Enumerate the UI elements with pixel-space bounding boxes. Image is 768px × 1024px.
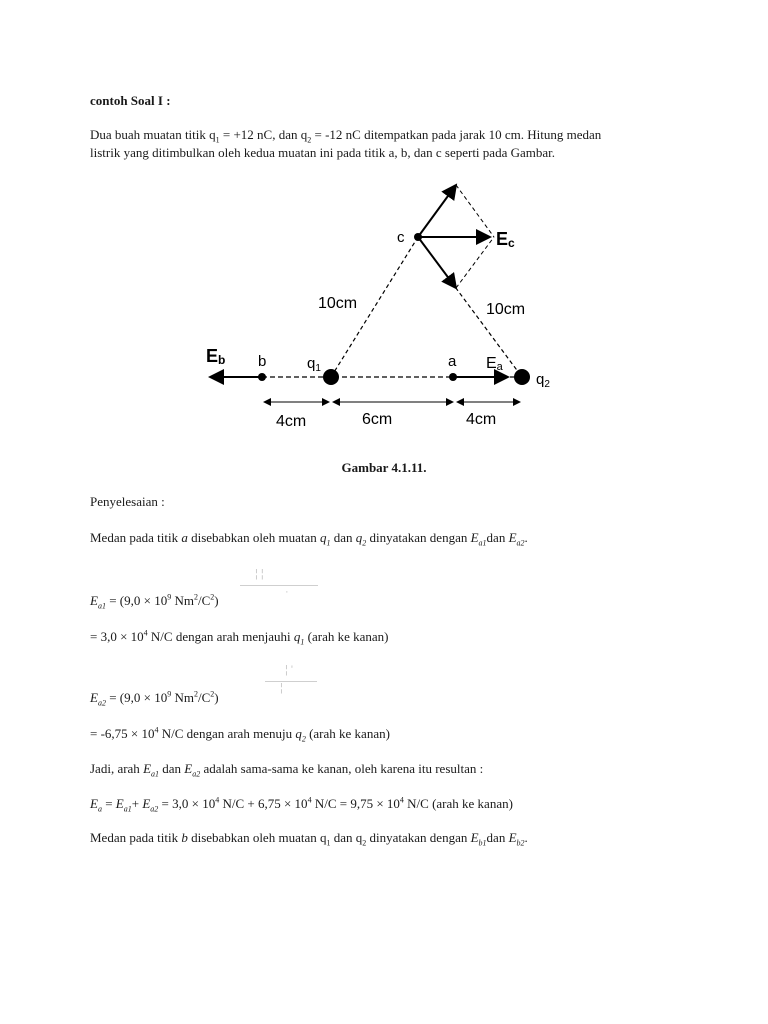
para-bottom — [456, 237, 494, 288]
statement-point-b: Medan pada titik b disebabkan oleh muatan $q_1$ dan $q_2$ dinyatakan dengan $E_{b1}dan$ $E_{b2}$. — [90, 830, 528, 848]
fraction-remnant-2: ¦ ' — [285, 664, 294, 676]
label-a: a — [448, 353, 457, 370]
point-c — [414, 233, 422, 241]
result-Ea1: = $3,0 \times 10^4$ N/C dengan arah menjauhi $q_1$ (arah ke kanan) — [90, 628, 389, 647]
charge-q2 — [514, 369, 530, 385]
result-Ea2: = $-6,75 \times 10^4$ N/C dengan arah menuju $q_2$ (arah ke kanan) — [90, 725, 390, 744]
label-Ea: Ea — [486, 355, 503, 373]
label-c: c — [397, 229, 405, 246]
dim-label-4cm-right: 4cm — [466, 411, 497, 428]
arrow-c-up — [418, 185, 456, 237]
fraction-remnant-1: ¦ ¦ — [255, 568, 264, 580]
label-Eb: Eb — [206, 346, 226, 367]
problem-line-1: Dua buah muatan titik $q_1 = +12$ nC, dan $q_2 = -12$ nC ditempatkan pada jarak 10 cm. Hitung medan — [90, 127, 602, 145]
equation-Ea2: $E_{a2} = (9,0 \times 10^9$ $Nm^2/C^2$) — [90, 689, 219, 708]
dim-label-4cm-left: 4cm — [276, 413, 307, 430]
solution-title: Penyelesaian : — [90, 494, 165, 509]
point-a — [449, 373, 457, 381]
heading: contoh Soal I : — [90, 93, 171, 108]
label-Ec: Ec — [496, 229, 515, 250]
problem-line-2: listrik yang ditimbulkan oleh kedua muatan ini pada titik a, b, dan c seperti pada Gambar. — [90, 145, 555, 160]
para-top — [456, 185, 494, 237]
label-q1: $q_1$ — [307, 355, 321, 374]
point-b — [258, 373, 266, 381]
label-10cm-left: 10cm — [318, 295, 358, 312]
statement-jadi: Jadi, arah $E_{a1}$ dan $E_{a2}$ adalah sama-sama ke kanan, oleh karena itu resultan : — [90, 761, 484, 779]
fraction-bar-1 — [240, 585, 318, 586]
charge-q1 — [323, 369, 339, 385]
dim-label-6cm: 6cm — [362, 411, 393, 428]
figure-4-1-11 — [190, 176, 550, 436]
equation-Ea1: $E_{a1} = (9,0 \times 10^9$ $Nm^2/C^2$) — [90, 592, 219, 611]
label-10cm-right: 10cm — [486, 301, 526, 318]
equation-Ea-total: $E_a = E_{a1}+ E_{a2} = 3,0 \times 10^4$ $N/C + 6,75 \times 10^4$ $N/C = 9,75 \times 10^4$ N/C (arah ke kanan) — [90, 795, 513, 814]
label-b: b — [258, 353, 267, 370]
fraction-remnant-1b: · — [285, 586, 289, 598]
label-q2: $q_2$ — [536, 371, 550, 390]
arrow-c-down — [418, 237, 456, 288]
fraction-bar-2 — [265, 681, 317, 682]
fraction-remnant-2b: ¦ — [280, 682, 283, 694]
statement-point-a: Medan pada titik a disebabkan oleh muatan $q_1$ dan $q_2$ dinyatakan dengan $E_{a1}dan$ $E_{a2}$. — [90, 530, 528, 548]
figure-caption: Gambar 4.1.11. — [341, 460, 427, 475]
